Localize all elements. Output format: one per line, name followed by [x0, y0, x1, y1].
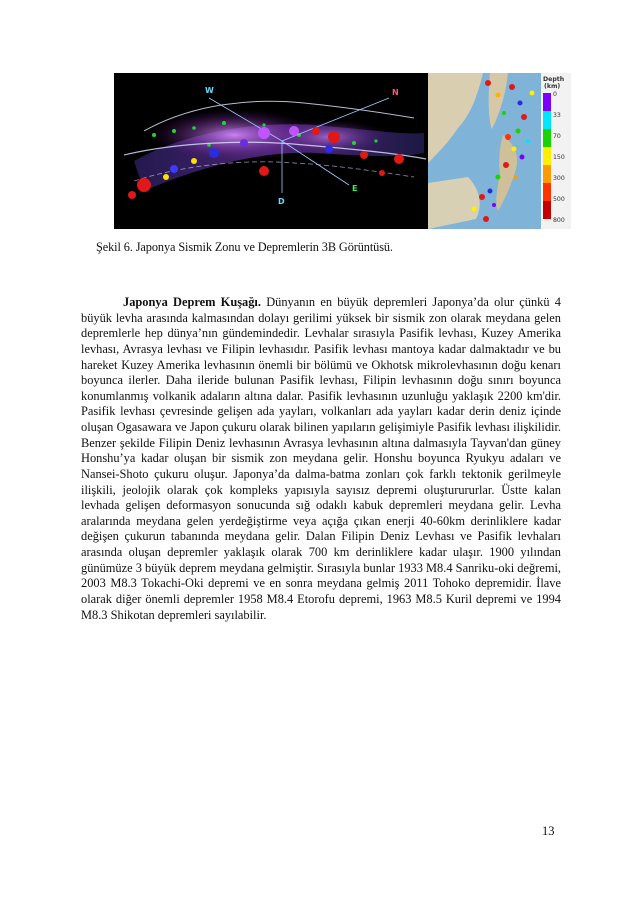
colorbar-tick-label: 500 — [553, 196, 565, 203]
figure-3d-view — [114, 73, 428, 229]
figure-map-view — [428, 73, 571, 229]
figure-japan-seismic-zone — [114, 73, 571, 229]
colorbar-segment — [543, 201, 551, 219]
body-paragraph — [81, 295, 561, 623]
colorbar-tick-label: 300 — [553, 175, 565, 182]
paragraph-body: Dünyanın en büyük depremleri Japonya’da olur çünkü 4 büyük levha arasında kalmasından dolayı gerilimi yüksek bir sismik zon olarak meydana gelen depremlerle hep dünya’nın gündemindedir. Levhalar sırasıyla Pasifik levhası, Kuzey Amerika levhası, Avrasya levhası ve Filipin levhasıdır. Pasifik levhası mantoya kadar dalmaktadır ve bu hareket Kuzey Amerika levhasının önemli bir bölümü ve Okhotsk mikrolevhasının doğu kenarı boyunca ilerler. Daha ileride bulunan Pasifik levhası, Filipin levhasının doğu sınırı boyunca konumlanmış volkanik adaların altına dalar. Pasifik levhasının uzunluğu yaklaşık 2200 km'dir. Pasifik levhası çevresinde gelişen ada yayları, volkanları ada yayları kadar derin deniz içinde oluşan Ogasawara ve Japon çukuru olarak bilinen yapıların gelişimiyle Pasifik levhası ilişkilidir. Benzer şekilde Filipin Deniz levhasının Avrasya levhasının altına dalmasıyla Tayvan'dan güney Honshu’ya kadar oluşan bir sismik zon meydana gelir. Honshu boyunca Ryukyu adaları ve Nansei-Shoto çukuru oluşur. Japonya’da dalma-batma zonları çok farklı tektonik gerilmeyle ilişkili, jeolojik olarak çok kompleks yapısıyla sayısız depremi oluşturururlar. Üstte kalan levhada gelişen deformasyon sonucunda sığ odaklı kabuk depremleri meydana gelir. Levha aralarında meydana gelen yerdeğiştirme veya açığa çıkan enerji 40-60km derinliklere kadar değişen çukurun tabanında meydana gelir. Dalan Filipin Deniz Levhası ve Pasifik levhaları arasında oluşan depremler yaklaşık olarak 700 km derinliklere kadar ulaşır. 1900 yılından günümüze 3 büyük deprem meydana gelmiştir. Sırasıyla bunlar 1933 M8.4 Sanriku-oki değremi, 2003 M8.3 Tokachi-Oki depremi ve en sonra meydana gelmiş 2011 Tohoko depremidir. İlave olarak diğer önemli depremler 1958 M8.4 Etorofu depremi, 1963 M8.5 Kuril depremi ve 1994 M8.3 Shikotan depremleri sayılabilir. — [81, 295, 561, 622]
seismic-3d-image — [114, 73, 428, 229]
colorbar-segment — [543, 147, 551, 165]
colorbar-segment — [543, 93, 551, 111]
axis-label-w: W — [205, 86, 214, 95]
colorbar-segment — [543, 183, 551, 201]
page-number: 13 — [542, 824, 555, 838]
colorbar-segment — [543, 165, 551, 183]
svg-text:(km): (km) — [544, 83, 561, 90]
colorbar-segment — [543, 111, 551, 129]
axis-label-n: N — [392, 88, 399, 97]
paragraph-lead: Japonya Deprem Kuşağı. — [123, 295, 261, 309]
colorbar-tick-label: 0 — [553, 91, 557, 98]
figure-caption: Şekil 6. Japonya Sismik Zonu ve Depremlerin 3B Görüntüsü. — [96, 240, 393, 254]
colorbar-tick-label: 800 — [553, 217, 565, 224]
colorbar-title: Depth — [543, 76, 565, 83]
axis-label-d: D — [278, 197, 285, 206]
seismic-map-image — [428, 73, 571, 229]
axis-label-e: E — [352, 184, 358, 193]
colorbar-tick-label: 70 — [553, 133, 561, 140]
colorbar-tick-label: 33 — [553, 112, 561, 119]
colorbar-tick-label: 150 — [553, 154, 565, 161]
colorbar-segment — [543, 129, 551, 147]
